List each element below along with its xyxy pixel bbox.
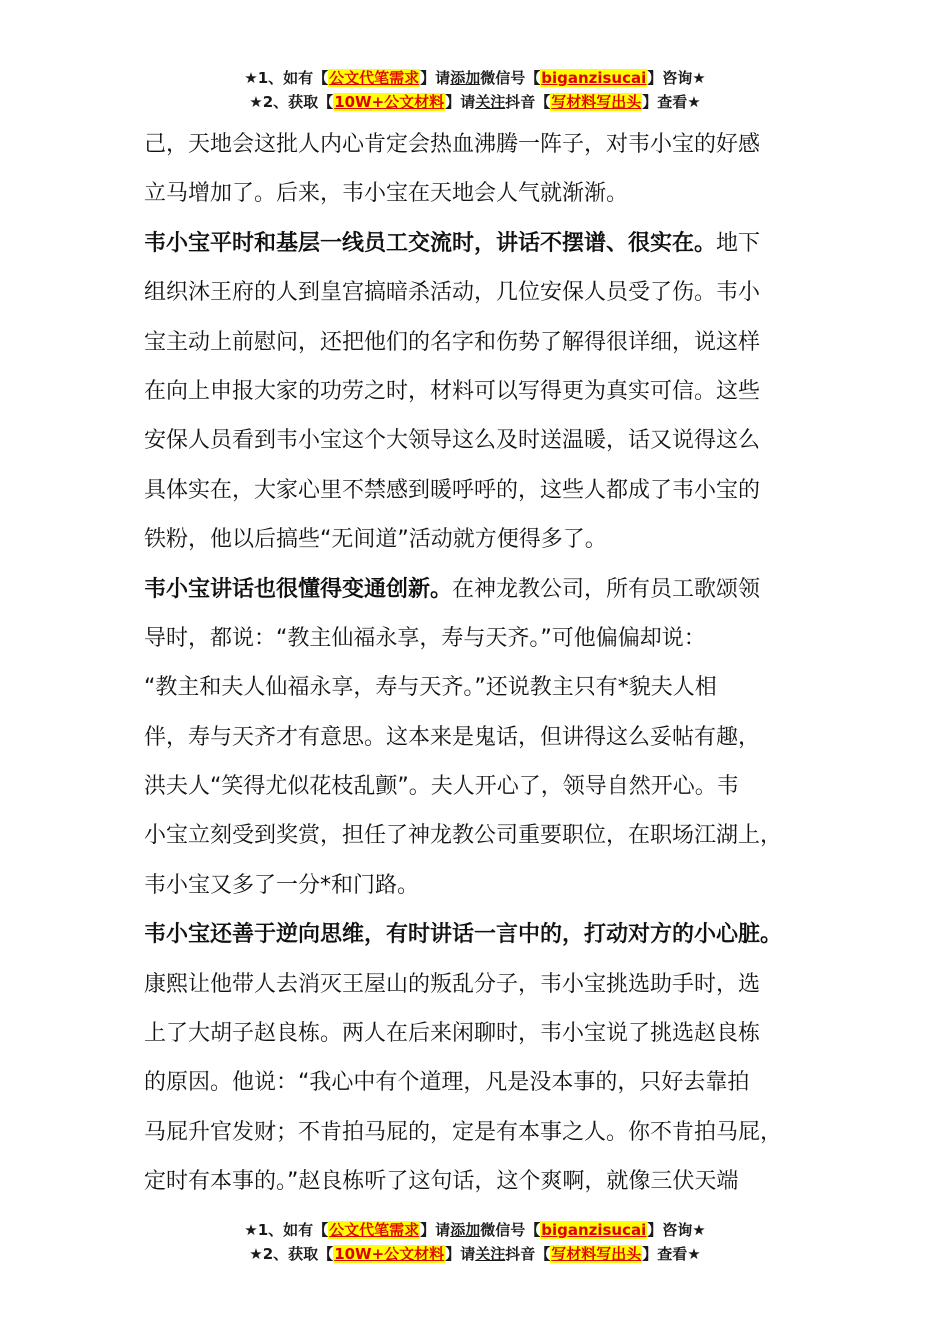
text-line: 组织沐王府的人到皇宫搞暗杀活动，几位安保人员受了伤。韦小 [144, 280, 761, 306]
text-line: 在向上申报大家的功劳之时，材料可以写得更为真实可信。这些 [144, 378, 761, 404]
banner-line-1: ★1、如有【公文代笔需求】请添加微信号【biganzisucai】咨询★ [244, 69, 706, 87]
text-line: “教主和夫人仙福永享，寿与天齐。”还说教主只有*貌夫人相 [144, 675, 717, 701]
text-line: 韦小宝又多了一分*和门路。 [144, 872, 420, 898]
text-line: 立马增加了。后来，韦小宝在天地会人气就渐渐。 [144, 181, 629, 207]
highlight-materials: 10W+公文材料 [334, 1245, 445, 1263]
text-line: 韦小宝还善于逆向思维，有时讲话一言中的，打动对方的小心脏。 [144, 922, 783, 948]
text-line: 小宝立刻受到奖赏，担任了神龙教公司重要职位，在职场江湖上， [144, 823, 783, 849]
text-line: 洪夫人“笑得尤似花枝乱颤”。夫人开心了，领导自然开心。韦 [144, 774, 739, 800]
text-line: 己，天地会这批人内心肯定会热血沸腾一阵子，对韦小宝的好感 [144, 132, 761, 157]
banner-line-2: ★2、获取【10W+公文材料】请关注抖音【写材料写出头】查看★ [249, 93, 701, 111]
text-line: 马屁升官发财；不肯拍马屁的，定是有本事之人。你不肯拍马屁， [144, 1119, 783, 1145]
text-line: 伴，寿与天齐才有意思。这本来是鬼话，但讲得这么妥帖有趣， [144, 724, 761, 750]
highlight-service: 公文代笔需求 [329, 1221, 420, 1239]
highlight-douyin-account: 写材料写出头 [551, 1245, 642, 1263]
highlight-douyin-account: 写材料写出头 [551, 93, 642, 111]
banner-line-2: ★2、获取【10W+公文材料】请关注抖音【写材料写出头】查看★ [249, 1245, 701, 1263]
highlight-wechat-id: biganzisucai [541, 69, 647, 87]
text-line: 安保人员看到韦小宝这个大领导这么及时送温暖，话又说得这么 [144, 428, 761, 454]
text-line: 韦小宝讲话也很懂得变通创新。在神龙教公司，所有员工歌颂领 [144, 576, 761, 602]
text-line: 韦小宝平时和基层一线员工交流时，讲话不摆谱、很实在。地下 [144, 230, 761, 256]
text-line: 定时有本事的。”赵良栋听了这句话，这个爽啊，就像三伏天端 [144, 1169, 739, 1195]
text-line: 铁粉，他以后搞些“无间道”活动就方便得多了。 [144, 527, 607, 553]
highlight-materials: 10W+公文材料 [334, 93, 445, 111]
text-line: 的原因。他说：“我心中有个道理，凡是没本事的，只好去靠拍 [144, 1070, 750, 1096]
text-line: 宝主动上前慰问，还把他们的名字和伤势了解得很详细，说这样 [144, 329, 761, 355]
text-line: 导时，都说：“教主仙福永享，寿与天齐。”可他偏偏却说： [144, 625, 706, 651]
article-body [144, 120, 844, 1207]
header-banner [0, 66, 950, 114]
banner-line-1: ★1、如有【公文代笔需求】请添加微信号【biganzisucai】咨询★ [244, 1221, 706, 1239]
highlight-service: 公文代笔需求 [329, 69, 420, 87]
text-line: 上了大胡子赵良栋。两人在后来闲聊时，韦小宝说了挑选赵良栋 [144, 1021, 761, 1047]
highlight-wechat-id: biganzisucai [541, 1221, 647, 1239]
text-line: 具体实在，大家心里不禁感到暖呼呼的，这些人都成了韦小宝的 [144, 477, 761, 503]
text-line: 康熙让他带人去消灭王屋山的叛乱分子，韦小宝挑选助手时，选 [144, 971, 761, 997]
footer-banner [0, 1218, 950, 1266]
